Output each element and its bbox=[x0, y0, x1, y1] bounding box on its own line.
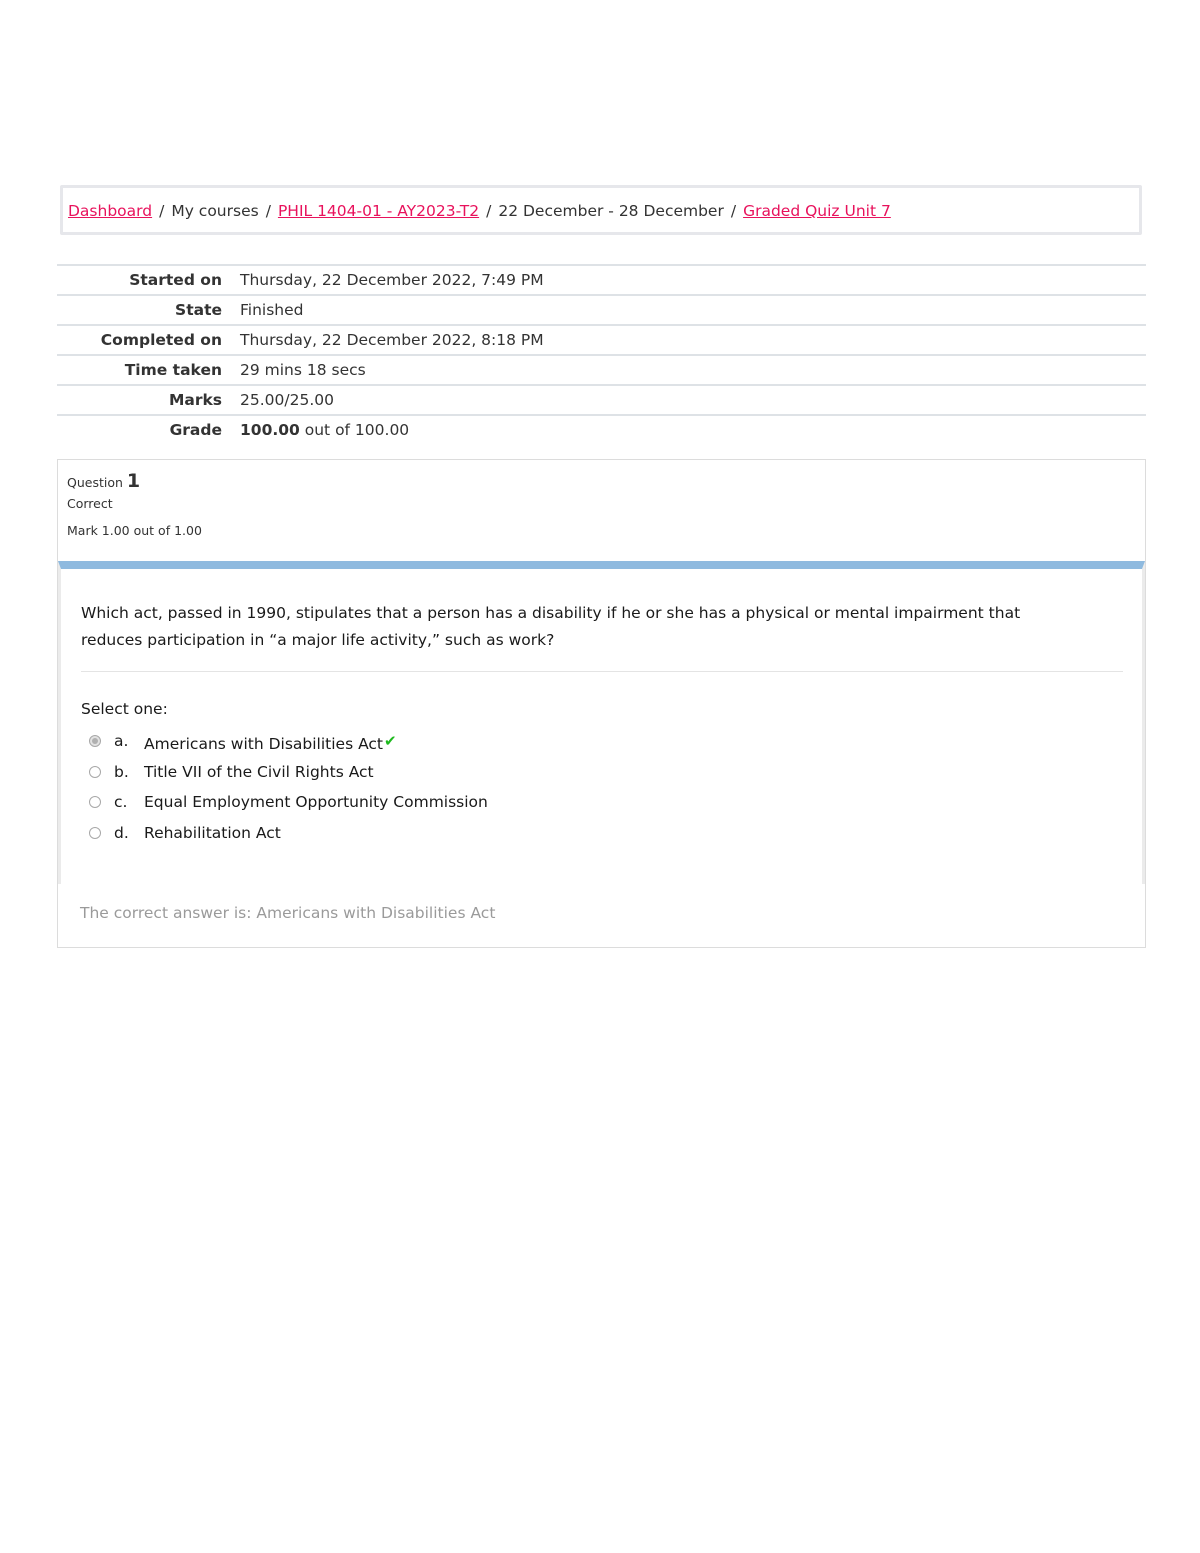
answer-text: Americans with Disabilities Act bbox=[144, 735, 384, 753]
summary-row-state bbox=[57, 296, 1146, 326]
summary-label: Started on bbox=[129, 271, 222, 289]
question-divider bbox=[81, 671, 1123, 672]
correct-answer-feedback: The correct answer is: Americans with Disabilities Act bbox=[80, 904, 496, 922]
breadcrumb-separator: / bbox=[159, 202, 165, 220]
answer-text: Title VII of the Civil Rights Act bbox=[144, 762, 374, 781]
question-card bbox=[57, 459, 1146, 948]
question-number-value: 1 bbox=[126, 470, 141, 492]
answer-text: Rehabilitation Act bbox=[144, 823, 281, 842]
answer-letter: a. bbox=[114, 732, 129, 750]
breadcrumb-quiz-link[interactable]: Graded Quiz Unit 7 bbox=[743, 202, 891, 220]
summary-value: Thursday, 22 December 2022, 8:18 PM bbox=[240, 331, 544, 349]
radio-button[interactable] bbox=[89, 766, 101, 778]
summary-label: Grade bbox=[169, 421, 222, 439]
breadcrumb-separator: / bbox=[730, 202, 737, 220]
summary-value: 25.00/25.00 bbox=[240, 391, 334, 409]
answer-letter: b. bbox=[114, 762, 129, 781]
question-grade: Mark 1.00 out of 1.00 bbox=[67, 523, 202, 538]
summary-label: Time taken bbox=[124, 361, 222, 379]
radio-button[interactable] bbox=[89, 827, 101, 839]
breadcrumb-bar bbox=[60, 185, 1142, 235]
answer-label bbox=[144, 732, 397, 753]
breadcrumb-course-link[interactable]: PHIL 1404-01 - AY2023-T2 bbox=[277, 202, 480, 220]
breadcrumb-separator: / bbox=[265, 202, 271, 220]
summary-value: Thursday, 22 December 2022, 7:49 PM bbox=[240, 271, 544, 289]
summary-row-marks bbox=[57, 386, 1146, 416]
answer-text: Equal Employment Opportunity Commission bbox=[144, 793, 488, 811]
question-info bbox=[67, 470, 202, 538]
breadcrumb-separator: / bbox=[486, 202, 492, 220]
grade-out-of: out of 100.00 bbox=[299, 421, 410, 439]
summary-value bbox=[240, 421, 409, 439]
question-state: Correct bbox=[67, 496, 113, 511]
summary-value: Finished bbox=[240, 301, 304, 319]
breadcrumb-my-courses: My courses bbox=[171, 202, 259, 220]
quiz-summary-table bbox=[57, 264, 1146, 444]
answer-letter: d. bbox=[114, 823, 129, 842]
summary-label: Marks bbox=[168, 391, 222, 409]
radio-button-selected[interactable] bbox=[89, 735, 101, 747]
radio-button[interactable] bbox=[89, 796, 101, 808]
summary-row-completed bbox=[57, 326, 1146, 356]
question-text: Which act, passed in 1990, stipulates that a person has a disability if he or she has a physical or mental impairment that reduces participation in “a major life activity,” such as work? bbox=[81, 604, 1021, 649]
breadcrumb-dashboard-link[interactable]: Dashboard bbox=[68, 202, 153, 220]
answer-letter: c. bbox=[114, 793, 128, 811]
summary-label: Completed on bbox=[100, 331, 222, 349]
select-one-prompt: Select one: bbox=[81, 700, 168, 718]
grade-value: 100.00 bbox=[240, 421, 300, 439]
summary-value: 29 mins 18 secs bbox=[240, 361, 366, 379]
question-content bbox=[58, 561, 1145, 884]
breadcrumb-week: 22 December - 28 December bbox=[498, 202, 724, 220]
breadcrumb bbox=[68, 202, 891, 220]
question-number bbox=[67, 470, 202, 492]
summary-row-time-taken bbox=[57, 356, 1146, 386]
question-prefix: Question bbox=[67, 475, 123, 490]
summary-row-grade bbox=[57, 416, 1146, 444]
check-icon: ✔ bbox=[384, 732, 397, 750]
summary-row-started bbox=[57, 266, 1146, 296]
summary-label: State bbox=[175, 301, 222, 319]
